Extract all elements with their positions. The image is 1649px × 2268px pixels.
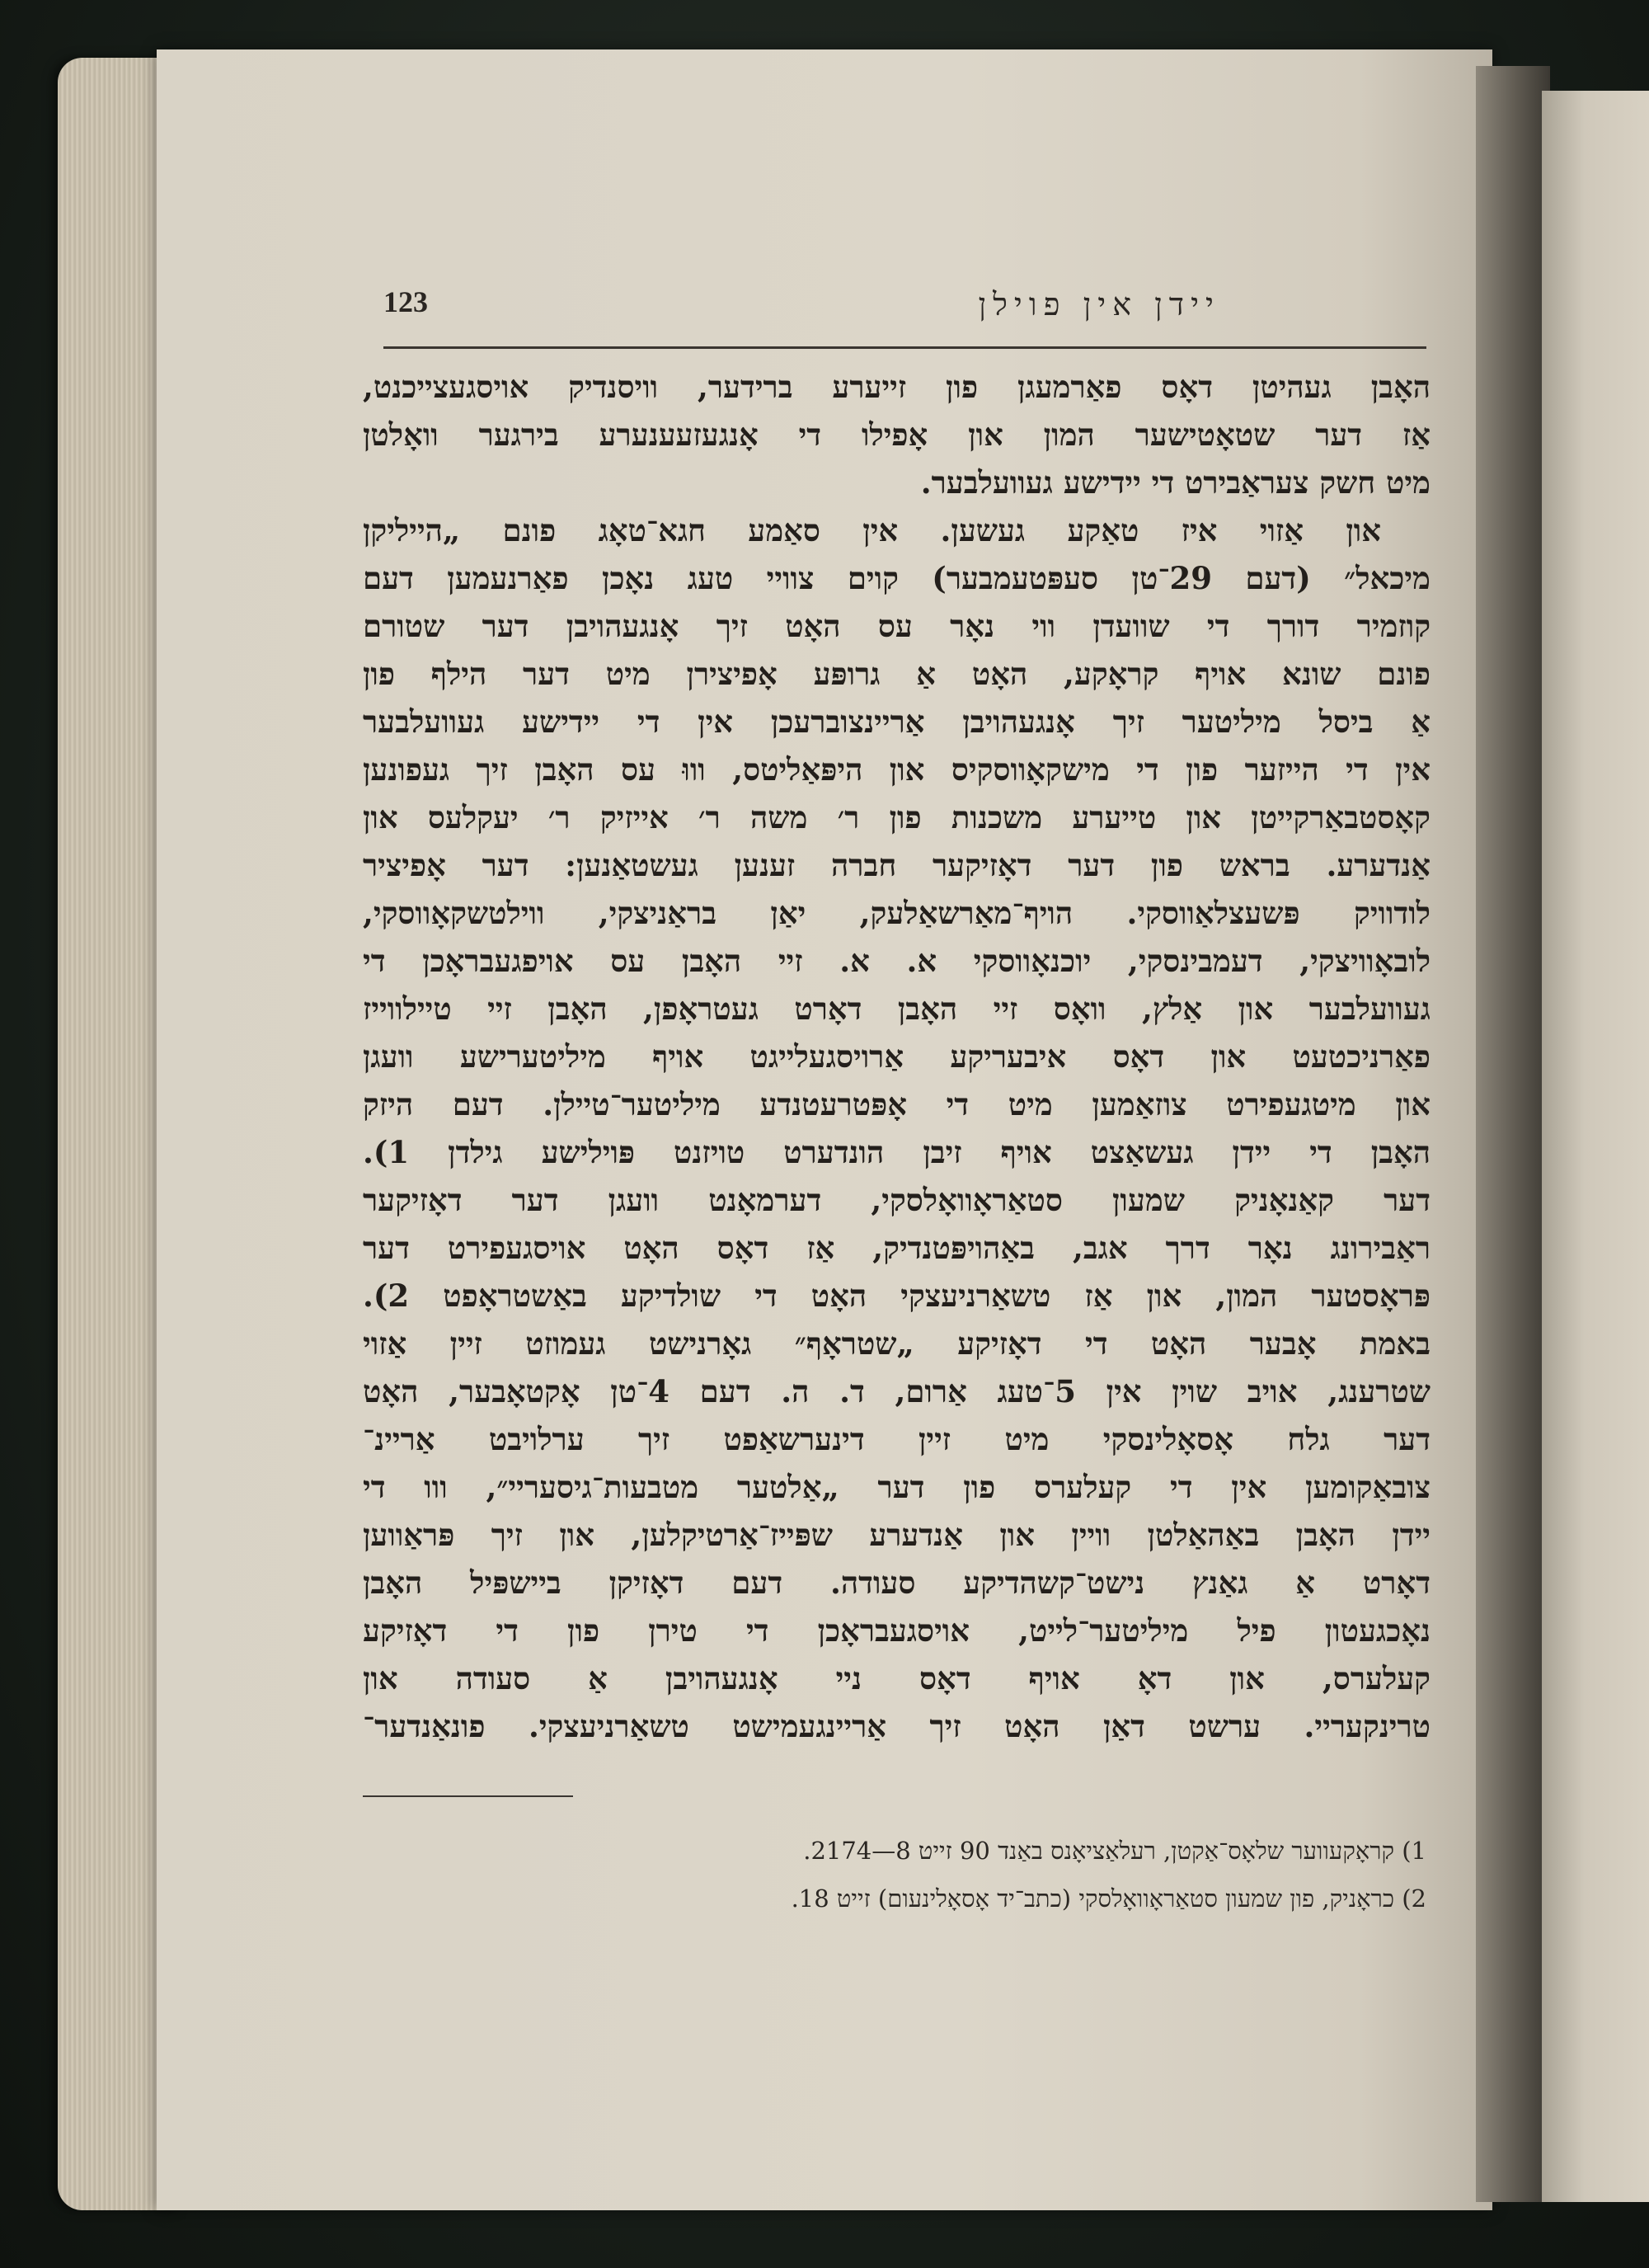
text-line: ראַבירונג נאָר דרך אגב, באַהויפּטנדיק, אַז דאָס האָט אויסגעפירט דער: [363, 1230, 1431, 1266]
text-line: אין די הייזער פון די מישקאָווסקיס און היפּאַליטס, וווּ עס האָבן זיך געפונען: [363, 751, 1431, 788]
footnote: 2) כראָניק, פון שמעון סטאַראָוואָלסקי (כתב־יד אָסאָלינעום) זייט 18.: [791, 1885, 1426, 1913]
text-line: טרינקעריי. ערשט דאַן האָט זיך אַריינגעמישט טשאַרניעצקי. פונאַנדער־: [363, 1708, 1431, 1744]
text-line: קעלערס, און דאָ אויף דאָס ניי אָנגעהויבן אַ סעודה און: [363, 1660, 1431, 1696]
text-line: און מיטגעפירט צוזאַמען מיט די אָפּטרעטנדע מיליטער־טיילן. דעם היזק: [363, 1086, 1431, 1122]
text-line: און אַזוי איז טאַקע געשען. אין סאַמע חגא־טאָג פונם „הייליקן: [363, 512, 1381, 548]
text-line: מיכאל״ (דעם 29־טן סעפּטעמבער) קוים צוויי טעג נאָכן פאַרנעמען דעם: [363, 560, 1431, 596]
text-line: נאָכגעטון פיל מיליטער־לייט, אויסגעבראָכן די טירן פון די דאָזיקע: [363, 1612, 1431, 1649]
running-title: יידן אין פוילן: [978, 286, 1220, 322]
footnote: 1) קראָקעווער שלאָס־אַקטן, רעלאַציאָנס באַנד 90 זייט 8—2174.: [803, 1837, 1426, 1865]
text-line: יידן האָבן באַהאַלטן וויין און אַנדערע שפּייז־אַרטיקלען, און זיך פּראַווען: [363, 1517, 1431, 1553]
text-line: געוועלבער און אַלץ, וואָס זיי האָבן דאָרט געטראָפן, האָבן זיי טיילווייז: [363, 990, 1431, 1027]
text-line: פונם שונא אויף קראָקע, האָט אַ גרופּע אָפיצירן מיט דער הילף פון: [363, 656, 1431, 692]
page-header: [383, 285, 1426, 342]
page-number: 123: [383, 285, 428, 318]
text-line: שטרענג, אויב שוין אין 5־טעג אַרום, ד. ה. דעם 4־טן אָקטאָבער, האָט: [363, 1373, 1431, 1409]
text-line: לודוויק פּשעצלאַווסקי. הויף־מאַרשאַלעק, יאַן בראַניצקי, ווילטשקאָווסקי,: [363, 895, 1431, 931]
text-line: מיט חשק צעראַבירט די יידישע געוועלבער.: [920, 464, 1431, 501]
text-line: דאָרט אַ גאַנץ נישט־קשהדיקע סעודה. דעם דאָזיקן ביישפּיל האָבן: [363, 1565, 1431, 1601]
footnote-rule: [363, 1795, 573, 1797]
header-rule: [383, 346, 1426, 349]
text-line: פּראָסטער המון, און אַז טשאַרניעצקי האָט די שולדיקע באַשטראָפט 2).: [363, 1278, 1431, 1314]
text-line: דער קאַנאָניק שמעון סטאַראָוואָלסקי, דערמאָנט וועגן דער דאָזיקער: [363, 1182, 1431, 1218]
text-line: קאָסטבאַרקייטן און טייערע משכנות פון ר׳ משה ר׳ אייזיק ר׳ יעקלעס און: [363, 799, 1431, 835]
book-gutter: [1476, 66, 1550, 2202]
text-line: באמת אָבער האָט די דאָזיקע „שטראָף״ גאָרנישט געמוזט זיין אַזוי: [363, 1325, 1431, 1362]
text-line: אַ ביסל מיליטער זיך אָנגעהויבן אַריינצוברעכן אין די יידישע געוועלבער: [363, 703, 1431, 740]
text-line: פאַרניכטעט און דאָס איבעריקע אַרויסגעלייגט אויף מיליטערישע וועגן: [363, 1038, 1431, 1075]
body-text: [363, 363, 1431, 1790]
text-line: לובאָוויצקי, דעמבינסקי, יוכנאָווסקי א. א. זיי האָבן עס אויפגעבראָכן די: [363, 943, 1431, 979]
text-line: דער גלח אָסאָלינסקי מיט זיין דינערשאַפט זיך ערלויבט אַריינ־: [363, 1421, 1431, 1457]
text-line: אַז דער שטאָטישער המון און אָפילו די אָנגעזעענערע בירגער וואָלטן: [363, 416, 1431, 453]
text-line: אַנדערע. בראש פון דער דאָזיקער חברה זענען געשטאַנען: דער אָפיציר: [363, 847, 1431, 883]
text-line: קוזמיר דורך די שוועדן ווי נאָר עס האָט זיך אָנגעהויבן דער שטורם: [363, 608, 1431, 644]
footnotes: [528, 1827, 1426, 1934]
text-line: צובאַקומען אין די קעלערס פון דער „אַלטער מטבעות־גיסעריי״, ווו די: [363, 1469, 1431, 1505]
facing-page: [1542, 91, 1649, 2202]
text-line: האָבן די יידן געשאַצט אויף זיבן הונדערט טויזנט פּוילישע גילדן 1).: [363, 1134, 1431, 1170]
text-line: האָבן געהיטן דאָס פאַרמעגן פון זייערע ברידער, וויסנדיק אויסגעצייכנט,: [363, 369, 1431, 405]
